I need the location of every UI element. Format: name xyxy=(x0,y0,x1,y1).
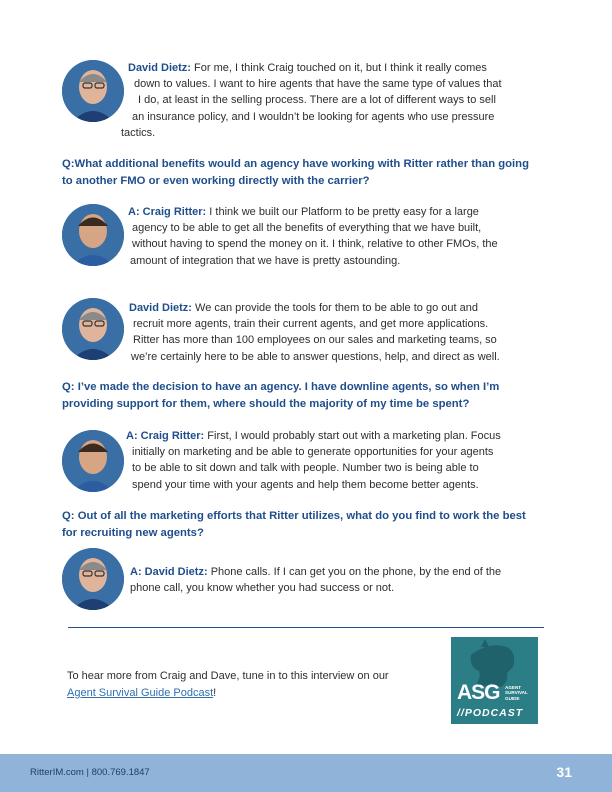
answer-line: we’re certainly here to be able to answer questions, help, and direct as well. xyxy=(131,350,500,363)
answer-line: down to values. I want to hire agents that have the same type of values that xyxy=(134,78,502,91)
answer-line: phone call, you know whether you had success or not. xyxy=(130,582,395,595)
podcast-link[interactable]: Agent Survival Guide Podcast xyxy=(67,687,214,699)
outro-punctuation: ! xyxy=(213,687,217,699)
logo-small-text: AGENT SURVIVAL GUIDE xyxy=(505,685,528,701)
answer-text: I think we built our Platform to be pretty easy for a large xyxy=(209,206,479,218)
speaker-name: A: Craig Ritter: xyxy=(128,206,207,218)
answer-text: Phone calls. If I can get you on the phone, by the end of the xyxy=(210,566,502,578)
avatar-craig-ritter xyxy=(62,204,124,266)
speaker-name: David Dietz: xyxy=(128,62,191,74)
question-line: for recruiting new agents? xyxy=(62,526,204,539)
question-line: Q: Out of all the marketing efforts that Ritter utilizes, what do you find to work the best xyxy=(62,510,526,522)
page-number: 31 xyxy=(556,764,572,780)
answer-line: tactics. xyxy=(121,126,156,139)
speaker-name: David Dietz: xyxy=(129,302,192,314)
answer-line: an insurance policy, and I wouldn’t be looking for agents who use pressure xyxy=(132,110,495,123)
speaker-name: A: Craig Ritter: xyxy=(126,430,205,442)
answer-text: For me, I think Craig touched on it, but I think it really comes xyxy=(194,62,487,74)
answer-line: amount of integration that we have is pretty astounding. xyxy=(130,254,401,267)
question-3 xyxy=(62,508,552,541)
question-line: Q: I’ve made the decision to have an agency. I have downline agents, so when I’m xyxy=(62,381,500,393)
answer-line: initially on marketing and be able to generate opportunities for your agents xyxy=(132,446,494,459)
question-line: Q:What additional benefits would an agency have working with Ritter rather than going xyxy=(62,158,529,170)
footer-contact: RitterIM.com | 800.769.1847 xyxy=(30,767,150,778)
question-1 xyxy=(62,156,552,189)
outro-line: To hear more from Craig and Dave, tune in to this interview on our xyxy=(67,670,389,682)
answer-line: to be able to sit down and talk with people. Number two is being able to xyxy=(132,462,479,475)
avatar-david-dietz xyxy=(62,298,124,360)
logo-podcast-text: //PODCAST xyxy=(457,707,524,719)
avatar-craig-ritter xyxy=(62,430,124,492)
podcast-logo[interactable] xyxy=(451,637,538,724)
section-divider xyxy=(68,627,544,628)
question-line: providing support for them, where should the majority of my time be spent? xyxy=(62,397,470,410)
avatar-david-dietz xyxy=(62,548,124,610)
answer-line: recruit more agents, train their current agents, and get more applications. xyxy=(133,318,489,331)
speaker-name: A: David Dietz: xyxy=(130,566,208,578)
logo-letters: ASG xyxy=(457,681,500,704)
answer-line: without having to spend the money on it. I think, relative to other FMOs, the xyxy=(132,238,498,251)
page-footer xyxy=(0,754,612,792)
question-line: to another FMO or even working directly with the carrier? xyxy=(62,174,370,187)
answer-text: First, I would probably start out with a marketing plan. Focus xyxy=(207,430,501,442)
avatar-david-dietz xyxy=(62,60,124,122)
outro-text xyxy=(67,668,389,702)
answer-line: agency to be able to get all the benefits of everything that we have built, xyxy=(132,222,482,235)
answer-line: I do, at least in the selling process. There are a lot of different ways to sell xyxy=(138,94,496,107)
answer-text: We can provide the tools for them to be able to go out and xyxy=(195,302,478,314)
question-2 xyxy=(62,379,552,412)
answer-line: Ritter has more than 100 employees on our sales and marketing teams, so xyxy=(133,334,497,347)
answer-line: spend your time with your agents and help them become better agents. xyxy=(132,478,479,491)
